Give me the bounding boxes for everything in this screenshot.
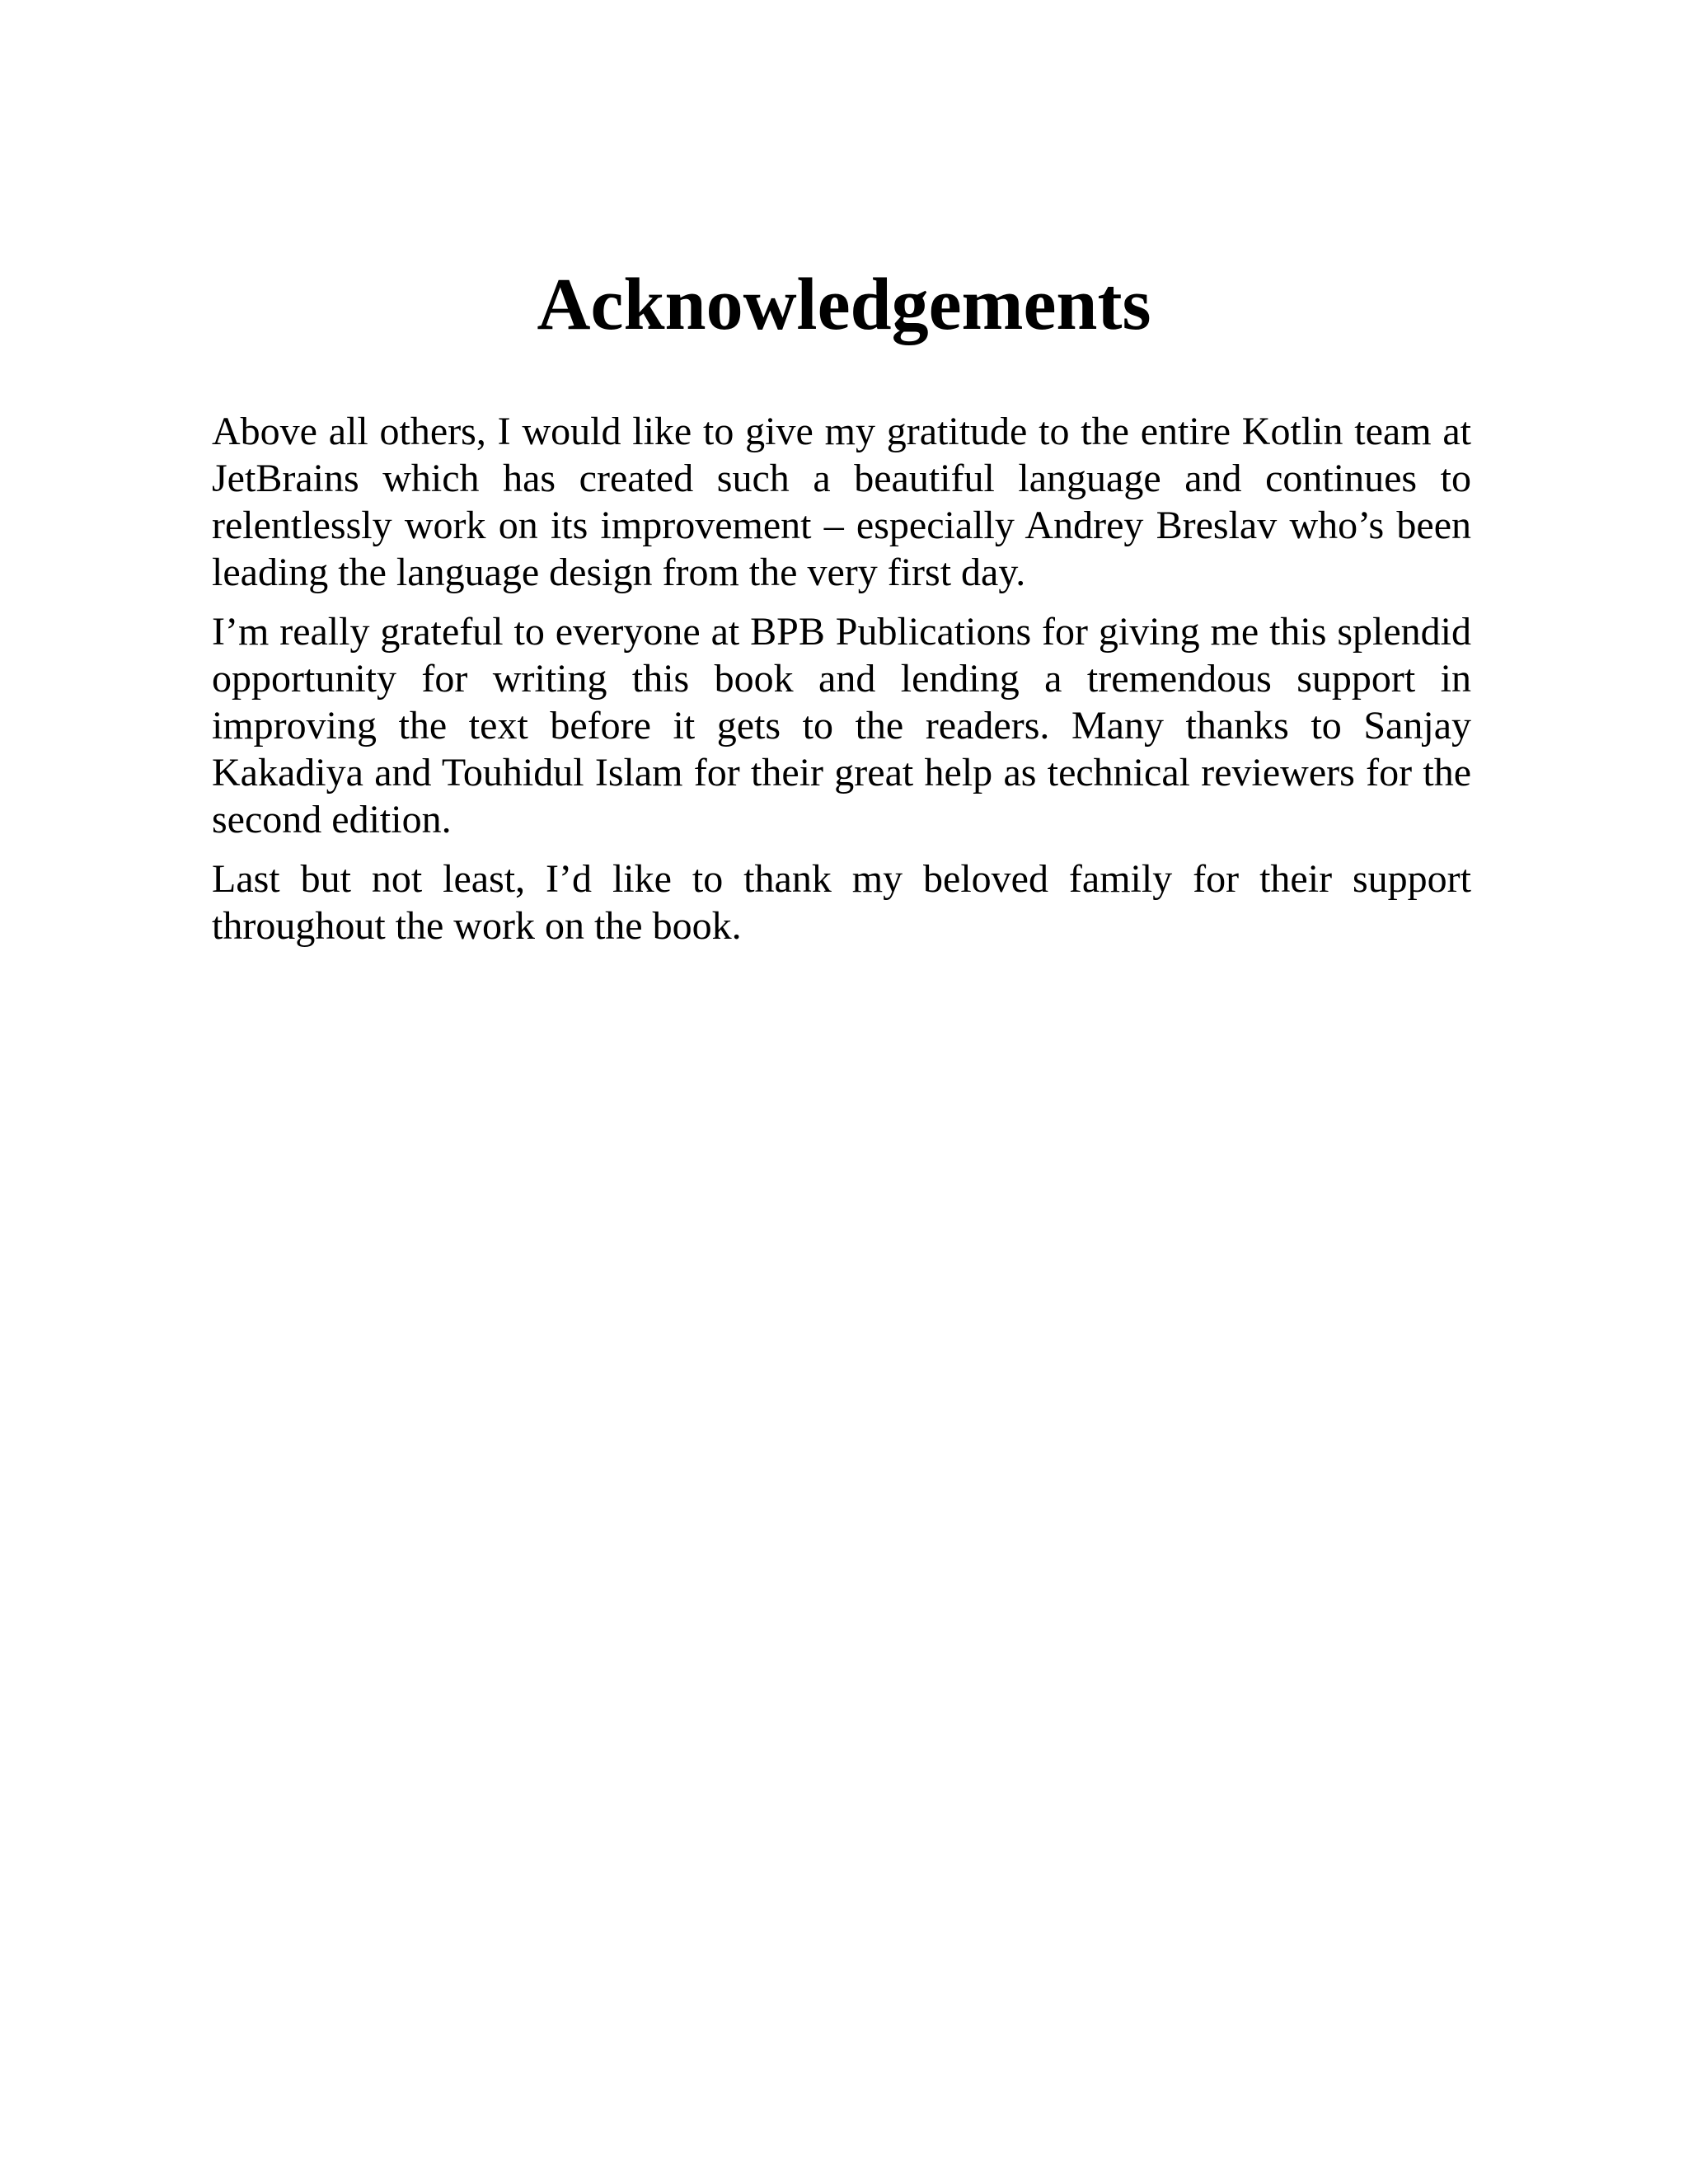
paragraph-bpb-publications: I’m really grateful to everyone at BPB Publications for giving me this splendid opportunity for writing this book and lending a tremendous support in improving the text before it gets to the readers. Many thanks to Sanjay Kakadiya and Touhidul Islam for their great help as technical reviewers for the second edition. [212,610,1471,841]
paragraph-family: Last but not least, I’d like to thank my beloved family for their support throughout the work on the book. [212,857,1471,948]
acknowledgements-body [212,408,1471,962]
paragraph-kotlin-team: Above all others, I would like to give my gratitude to the entire Kotlin team at JetBrains which has created such a beautiful language and continues to relentlessly work on its improvement – especially Andrey Breslav who’s been leading the language design from the very first day. [212,410,1471,594]
page-title: Acknowledgements [537,264,1151,345]
